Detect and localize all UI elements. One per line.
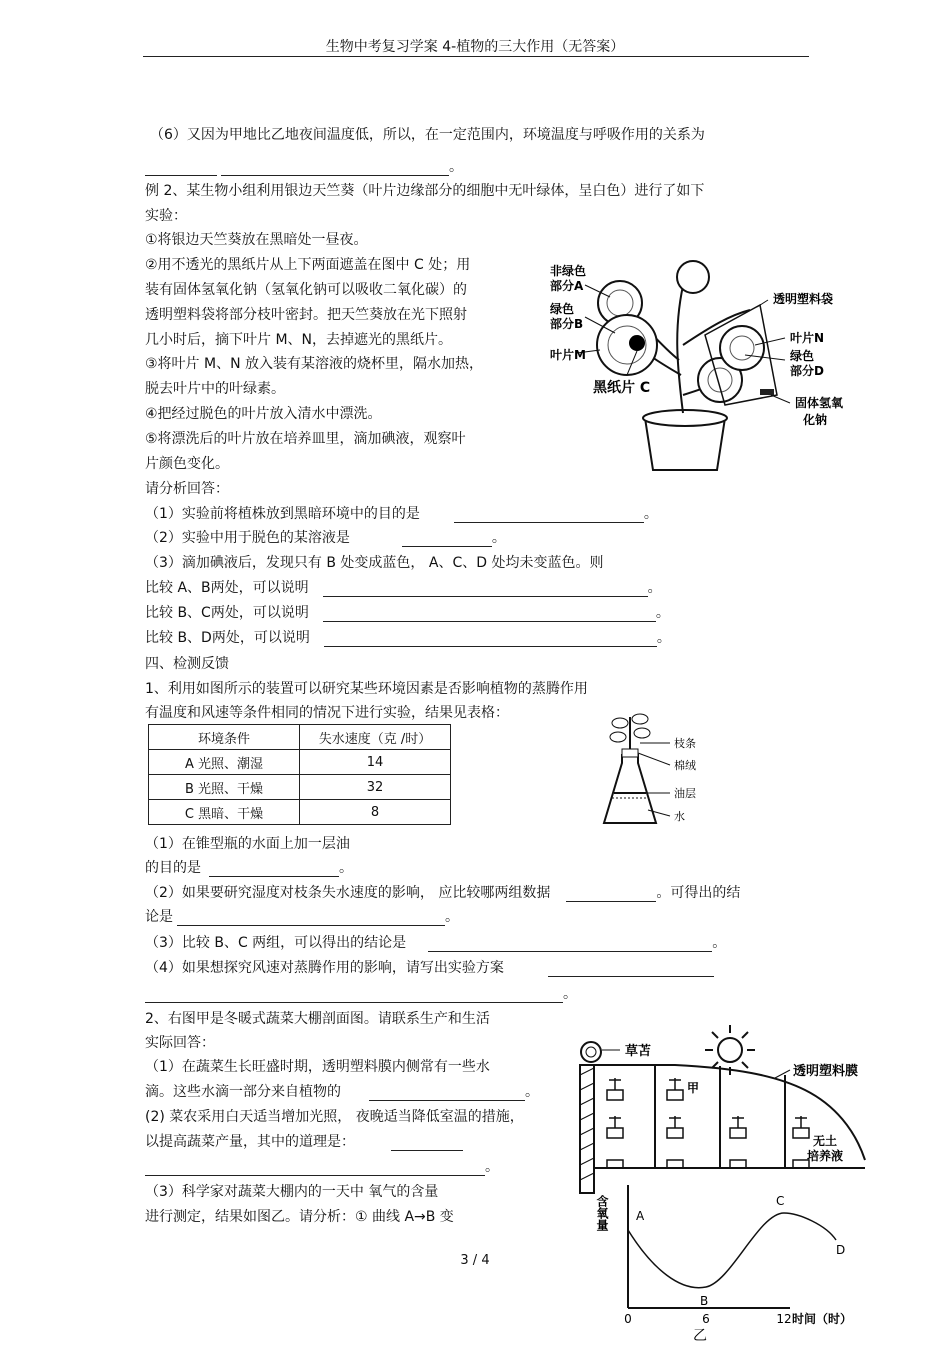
pot-rim: [643, 410, 727, 426]
pointer: [648, 810, 670, 816]
point-label-b: B: [700, 1294, 709, 1308]
label-bag: 透明塑料袋: [773, 292, 834, 306]
q-text: 以提高蔬菜产量，其中的道理是：: [145, 1134, 355, 1150]
q-text: 。可得出的结: [656, 885, 741, 901]
s1-q2a: [145, 882, 740, 902]
greenhouse-figure: [575, 1020, 875, 1195]
ex2-step1: ①将银边天竺葵放在黑暗处一昼夜。: [145, 232, 368, 248]
oxygen-curve: [628, 1213, 836, 1288]
y-label: 含氧量: [595, 1195, 609, 1231]
ex2-ask: 请分析回答：: [145, 481, 229, 497]
point-label-a: A: [636, 1209, 645, 1223]
ex2-step3b: 脱去叶片中的叶绿素。: [145, 381, 285, 397]
flask-figure: [600, 705, 720, 830]
blank[interactable]: [548, 962, 714, 977]
q6-text: （6）又因为甲地比乙地夜间温度低，所以，在一定范围内，环境温度与呼吸作用的关系为: [150, 127, 705, 143]
data-table: [148, 724, 451, 825]
plants: [607, 1078, 809, 1168]
blank[interactable]: [145, 988, 563, 1003]
q-text: 比较 B、D两处，可以说明: [145, 630, 310, 646]
table-cell: 32: [300, 775, 451, 800]
q-text: 的目的是: [145, 860, 201, 876]
s2-q3a: （3）科学家对蔬菜大棚内的一天中 氧气的含量: [145, 1184, 439, 1200]
x-tick-12: 12: [776, 1312, 792, 1326]
table-row: [149, 750, 451, 775]
pointer: [638, 753, 670, 765]
period: 。: [525, 1084, 539, 1100]
black-paper-c: [629, 335, 645, 351]
pointer: [771, 395, 790, 403]
q-text: （3）比较 B、C 两组，可以得出的结论是: [145, 935, 407, 951]
ex2-q3a: [145, 577, 662, 597]
leaf-n: [720, 326, 764, 370]
page-header: 生物中考复习学案 4-植物的三大作用（无答案）: [325, 39, 625, 55]
label-soilless2: 培养液: [807, 1149, 844, 1163]
section4-title: 四、检测反馈: [145, 656, 229, 672]
blank[interactable]: [323, 607, 656, 622]
label-straw: 草苫: [625, 1044, 652, 1059]
table-row: [149, 800, 451, 825]
ex2-q2: [145, 527, 506, 547]
period: 。: [643, 506, 658, 522]
table-row: [149, 775, 451, 800]
q-text: （4）如果想探究风速对蒸腾作用的影响，请写出实验方案: [145, 960, 504, 976]
blank[interactable]: [221, 161, 449, 176]
period: 。: [445, 909, 459, 925]
label-oil: 油层: [674, 787, 696, 800]
ex2-q3c: [145, 627, 671, 647]
ex2-step2c: 透明塑料袋将部分枝叶密封。把天竺葵放在光下照射: [145, 307, 467, 323]
period: 。: [449, 159, 463, 175]
period: 。: [647, 580, 662, 596]
blank[interactable]: [391, 1136, 463, 1151]
leaf-m: [597, 315, 657, 375]
table-header: 环境条件: [149, 725, 300, 750]
s1-q4-line2: [145, 983, 577, 1003]
label-paperc: 黑纸片 C: [593, 380, 651, 396]
x-tick-0: 0: [624, 1312, 632, 1326]
straw-roll-inner: [586, 1047, 596, 1057]
label-cotton: 棉绒: [674, 759, 696, 772]
period: 。: [339, 860, 353, 876]
q-text: 论是: [145, 909, 173, 925]
leaf: [632, 714, 648, 724]
s2-q1a: （1）在蔬菜生长旺盛时期，透明塑料膜内侧常有一些水: [145, 1059, 490, 1075]
ex2-step2a: ②用不透光的黑纸片从上下两面遮盖在图中 C 处；用: [145, 257, 471, 273]
table-cell: B 光照、干燥: [149, 775, 300, 800]
point-label-d: D: [836, 1243, 846, 1257]
period: 。: [712, 935, 727, 951]
label-partd: 部分D: [790, 364, 824, 378]
flask: [604, 755, 656, 823]
table-cell: 8: [300, 800, 451, 825]
label-leafn: 叶片N: [790, 331, 825, 345]
blank[interactable]: [402, 532, 492, 547]
blank[interactable]: [454, 508, 644, 523]
ex2-q1: [145, 503, 658, 523]
ex2-step4: ④把经过脱色的叶片放入清水中漂洗。: [145, 406, 382, 422]
blank[interactable]: [177, 911, 445, 926]
table-header-row: [149, 725, 451, 750]
s2-q3b: 进行测定，结果如图乙。请分析：① 曲线 A→B 变: [145, 1209, 454, 1225]
blank[interactable]: [209, 862, 339, 877]
period: 。: [655, 605, 670, 621]
q-text: （2）实验中用于脱色的某溶液是: [145, 530, 350, 546]
s2-q2b: [145, 1131, 463, 1151]
table-cell: A 光照、潮湿: [149, 750, 300, 775]
label-naoh1: 固体氢氧: [795, 396, 844, 410]
ex2-q3b: [145, 602, 670, 622]
header-rule: [143, 56, 809, 57]
page-number: 3 / 4: [460, 1253, 490, 1268]
s1-q4: [145, 957, 714, 977]
straw-roll: [581, 1042, 601, 1062]
ex2-step5b: 片颜色变化。: [145, 456, 229, 472]
blank[interactable]: [323, 582, 648, 597]
x-label: 时间（时）: [792, 1312, 853, 1326]
s2-q1b: [145, 1081, 539, 1101]
label-leafm: 叶片M: [550, 348, 586, 362]
x-tick-6: 6: [702, 1312, 710, 1326]
label-naoh2: 化钠: [803, 413, 828, 427]
table-cell: 14: [300, 750, 451, 775]
label-green: 绿色: [550, 302, 575, 316]
period: 。: [485, 1159, 499, 1175]
q-text: 滴。这些水滴一部分来自植物的: [145, 1084, 341, 1100]
label-branch: 枝条: [674, 737, 696, 750]
s2-q2-line2: [145, 1156, 499, 1176]
pointer: [775, 1070, 790, 1078]
ex2-step5a: ⑤将漂洗后的叶片放在培养皿里，滴加碘液，观察叶: [145, 431, 466, 447]
s1-q2c: [145, 906, 459, 926]
plant-figure: [545, 255, 845, 480]
label-soilless1: 无土: [813, 1134, 838, 1148]
point-label-c: C: [776, 1194, 785, 1208]
blank[interactable]: [428, 937, 712, 952]
blank[interactable]: [369, 1086, 525, 1101]
q-text: （1）实验前将植株放到黑暗环境中的目的是: [145, 506, 420, 522]
blank[interactable]: [145, 161, 217, 176]
s1-intro2: 有温度和风速等条件相同的情况下进行实验，结果见表格：: [145, 705, 509, 721]
leaf: [610, 732, 626, 742]
cotton: [622, 749, 638, 757]
blank[interactable]: [566, 887, 656, 902]
ex2-step2b: 装有固体氢氧化钠（氢氧化钠可以吸收二氧化碳）的: [145, 282, 467, 298]
ex2-step3a: ③将叶片 M、N 放入装有某溶液的烧杯里，隔水加热，: [145, 356, 484, 372]
leaf: [612, 718, 628, 728]
q6-answer-line: [145, 156, 463, 176]
s2-intro2: 实际回答：: [145, 1035, 215, 1051]
s1-intro: 1、利用如图所示的装置可以研究某些环境因素是否影响植物的蒸腾作用: [145, 681, 588, 697]
q-text: （2）如果要研究湿度对枝条失水速度的影响， 应比较哪两组数据: [145, 885, 551, 901]
chart-caption: 乙: [693, 1328, 707, 1344]
s1-q3: [145, 932, 726, 952]
blank[interactable]: [145, 1161, 485, 1176]
s2-intro: 2、右图甲是冬暖式蔬菜大棚剖面图。请联系生产和生活: [145, 1011, 490, 1027]
table-header: 失水速度（克 /时）: [300, 725, 451, 750]
label-film: 透明塑料膜: [793, 1064, 859, 1079]
period: 。: [491, 530, 506, 546]
s1-q1a: （1）在锥型瓶的水面上加一层油: [145, 836, 350, 852]
ex2-q3: （3）滴加碘液后，发现只有 B 处变成蓝色， A、C、D 处均未变蓝色。则: [145, 555, 604, 571]
table-cell: C 黑暗、干燥: [149, 800, 300, 825]
ex2-step2d: 几小时后，摘下叶片 M、N，去掉遮光的黑纸片。: [145, 332, 453, 348]
q-text: 比较 A、B两处，可以说明: [145, 580, 309, 596]
blank[interactable]: [324, 632, 657, 647]
q-text: 比较 B、C两处，可以说明: [145, 605, 309, 621]
label-nongreen: 非绿色: [550, 264, 587, 278]
sun-icon: [718, 1038, 742, 1062]
period: 。: [563, 986, 577, 1002]
ex2-intro: 例 2、某生物小组利用银边天竺葵（叶片边缘部分的细胞中无叶绿体，呈白色）进行了如下: [145, 183, 705, 199]
ex2-intro2: 实验：: [145, 208, 187, 224]
label-parta: 部分A: [550, 279, 584, 293]
label-partb: 部分B: [550, 317, 584, 331]
label-water: 水: [674, 810, 685, 823]
pointer: [757, 300, 768, 307]
label-jia: 甲: [687, 1081, 700, 1095]
period: 。: [656, 630, 671, 646]
s1-q1b: [145, 857, 353, 877]
leaf: [677, 261, 709, 293]
naoh-solid: [760, 389, 774, 395]
s2-q2a: (2) 菜农采用白天适当增加光照， 夜晚适当降低室温的措施，: [145, 1109, 524, 1125]
leaf: [634, 728, 650, 738]
label-green2: 绿色: [790, 349, 815, 363]
